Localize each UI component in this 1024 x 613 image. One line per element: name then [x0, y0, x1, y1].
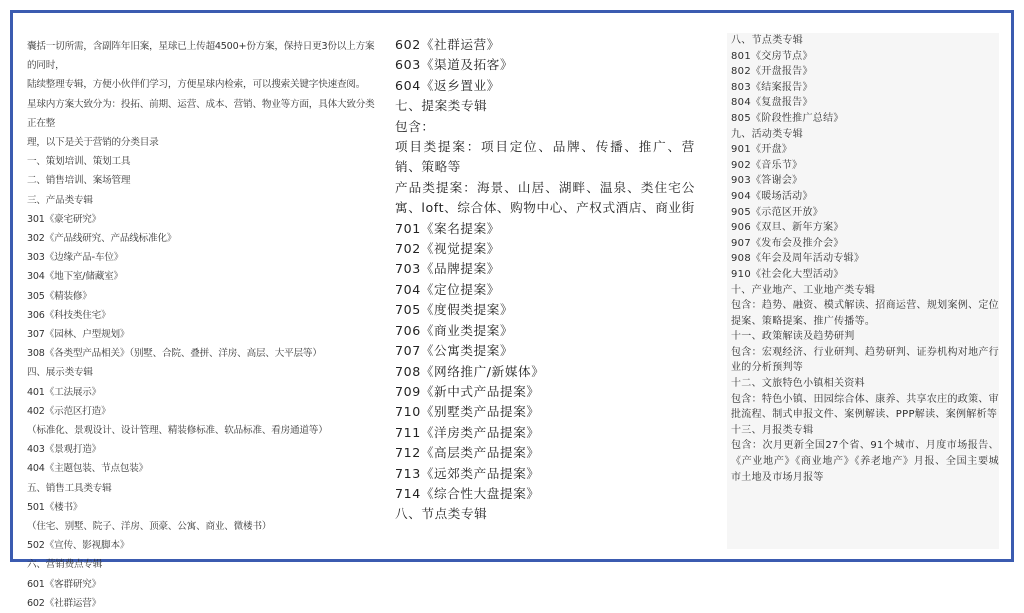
column1-line: 二、销售培训、案场管理	[27, 175, 131, 187]
column1-line: （标准化、景观设计、设计管理、精装修标准、软品标准、看房通道等）	[27, 425, 328, 437]
column3-line: 802《开盘报告》	[731, 66, 813, 78]
column3-line: 907《发布会及推介会》	[731, 237, 844, 249]
column1-line: 401《工法展示》	[27, 386, 102, 398]
column1-line: 402《示范区打造》	[27, 405, 111, 417]
column1-line: 四、展示类专辑	[27, 367, 93, 379]
column3-line: 908《年会及周年活动专辑》	[731, 253, 865, 265]
column1-line: 三、产品类专辑	[27, 194, 93, 206]
column2-line: 602《社群运营》	[395, 37, 500, 52]
column1-line: 301《豪宅研究》	[27, 213, 102, 225]
column2-line: 603《渠道及拓客》	[395, 57, 514, 73]
column1-line: 304《地下室/储藏室》	[27, 271, 123, 283]
column3-line: 901《开盘》	[731, 144, 793, 156]
column3-line: 包含：特色小镇、田园综合体、康养、共享农庄的政策、审批流程、制式申报文件、案例解读、PPP解读、案例解析等	[731, 393, 999, 421]
column1-line: 305《精装修》	[27, 290, 92, 302]
column2-line: 713《远郊类产品提案》	[395, 465, 540, 481]
column2-line: 701《案名提案》	[395, 220, 500, 236]
column1-line: 306《科技类住宅》	[27, 309, 111, 321]
column3-line: 903《答谢会》	[731, 175, 803, 187]
column2-line: 604《返乡置业》	[395, 77, 500, 93]
column2-line: 包含：	[395, 118, 435, 134]
column2-line: 七、提案类专辑	[395, 98, 488, 114]
column3-line: 904《暖场活动》	[731, 190, 813, 202]
column3-line: 905《示范区开放》	[731, 206, 824, 218]
column1-line: 五、销售工具类专辑	[27, 482, 112, 494]
column1-line: 601《客群研究》	[27, 578, 102, 590]
column2-line: 项目类提案：项目定位、品牌、传播、推广、营销、策略等	[395, 139, 695, 175]
column2-line: 708《网络推广/新媒体》	[395, 363, 545, 379]
column1-line: 理，以下是关于营销的分类目录	[27, 137, 159, 149]
column2-line: 八、节点类专辑	[395, 506, 488, 522]
column1-line: 302《产品线研究、产品线标准化》	[27, 233, 177, 245]
catalog-column-right	[727, 33, 999, 549]
column1-line: 星球内方案大致分为：投拓、前期、运营、成本、营销、物业等方面，具体大致分类正在整	[27, 98, 375, 129]
column1-line: （住宅、别墅、院子、洋房、顶豪、公寓、商业、微楼书）	[27, 521, 272, 533]
column2-line: 704《定位提案》	[395, 281, 500, 297]
column3-line: 九、活动类专辑	[731, 128, 804, 140]
column2-line: 产品类提案：海景、山居、湖畔、温泉、类住宅公寓、loft、综合体、购物中心、产权式酒店、商业街	[395, 179, 695, 216]
column1-line: 404《主题包装、节点包装》	[27, 463, 149, 475]
column3-line: 902《音乐节》	[731, 159, 803, 171]
column1-line: 一、策划培训、策划工具	[27, 156, 131, 168]
column2-line: 705《度假类提案》	[395, 302, 514, 318]
column2-line: 702《视觉提案》	[395, 241, 500, 257]
column2-line: 707《公寓类提案》	[395, 343, 514, 359]
column1-line: 501《楼书》	[27, 501, 83, 513]
column3-line: 包含：次月更新全国27个省、91个城市、月度市场报告、《产业地产》《商业地产》《养老地产》月报、全国主要城市土地及市场月报等	[731, 440, 999, 483]
column1-line: 303《边缘产品-车位》	[27, 252, 124, 264]
column1-line: 六、营销费点专辑	[27, 559, 103, 571]
column2-line: 703《品牌提案》	[395, 261, 500, 277]
column3-line: 803《结案报告》	[731, 81, 813, 93]
column3-line: 包含：趋势、融资、模式解读、招商运营、规划案例、定位提案、策略提案、推广传播等。	[731, 300, 999, 327]
column3-line: 910《社会化大型活动》	[731, 268, 844, 280]
column3-line: 十一、政策解读及趋势研判	[731, 331, 855, 343]
catalog-column-left	[27, 37, 377, 609]
column2-line: 712《高层类产品提案》	[395, 445, 540, 461]
column3-line: 804《复盘报告》	[731, 97, 813, 109]
column2-line: 709《新中式产品提案》	[395, 383, 540, 399]
column1-line: 308《各类型产品相关》（别墅、合院、叠拼、洋房、高层、大平层等）	[27, 348, 322, 360]
column1-line: 502《宣传、影视脚本》	[27, 540, 130, 552]
column2-line: 710《别墅类产品提案》	[395, 404, 540, 420]
column1-line: 307《园林、户型规划》	[27, 329, 130, 341]
column2-line: 714《综合性大盘提案》	[395, 485, 540, 501]
column3-line: 805《阶段性推广总结》	[731, 112, 844, 124]
column1-line: 陆续整理专辑，方便小伙伴们学习，方便星球内检索，可以搜索关键字快速查阅。	[27, 79, 366, 91]
column3-line: 八、节点类专辑	[731, 35, 804, 46]
document-frame	[10, 10, 1014, 609]
column3-line: 十三、月报类专辑	[731, 424, 814, 436]
column3-line: 十、产业地产、工业地产类专辑	[731, 284, 876, 296]
column3-line: 801《交房节点》	[731, 50, 813, 62]
column1-line: 囊括一切所需，含副阵年旧案，星球已上传超4500+份方案，保持日更3份以上方案的同时，	[27, 41, 375, 72]
column1-line: 403《景观打造》	[27, 444, 102, 456]
column2-line: 706《商业类提案》	[395, 322, 514, 338]
column1-line: 602《社群运营》	[27, 597, 102, 609]
column3-line: 906《双旦、新年方案》	[731, 222, 844, 234]
catalog-column-middle	[395, 35, 695, 559]
column3-line: 包含：宏观经济、行业研判、趋势研判、证券机构对地产行业的分析预判等	[731, 346, 999, 374]
column3-line: 十二、文旅特色小镇相关资料	[731, 378, 865, 390]
column2-line: 711《洋房类产品提案》	[395, 424, 540, 440]
